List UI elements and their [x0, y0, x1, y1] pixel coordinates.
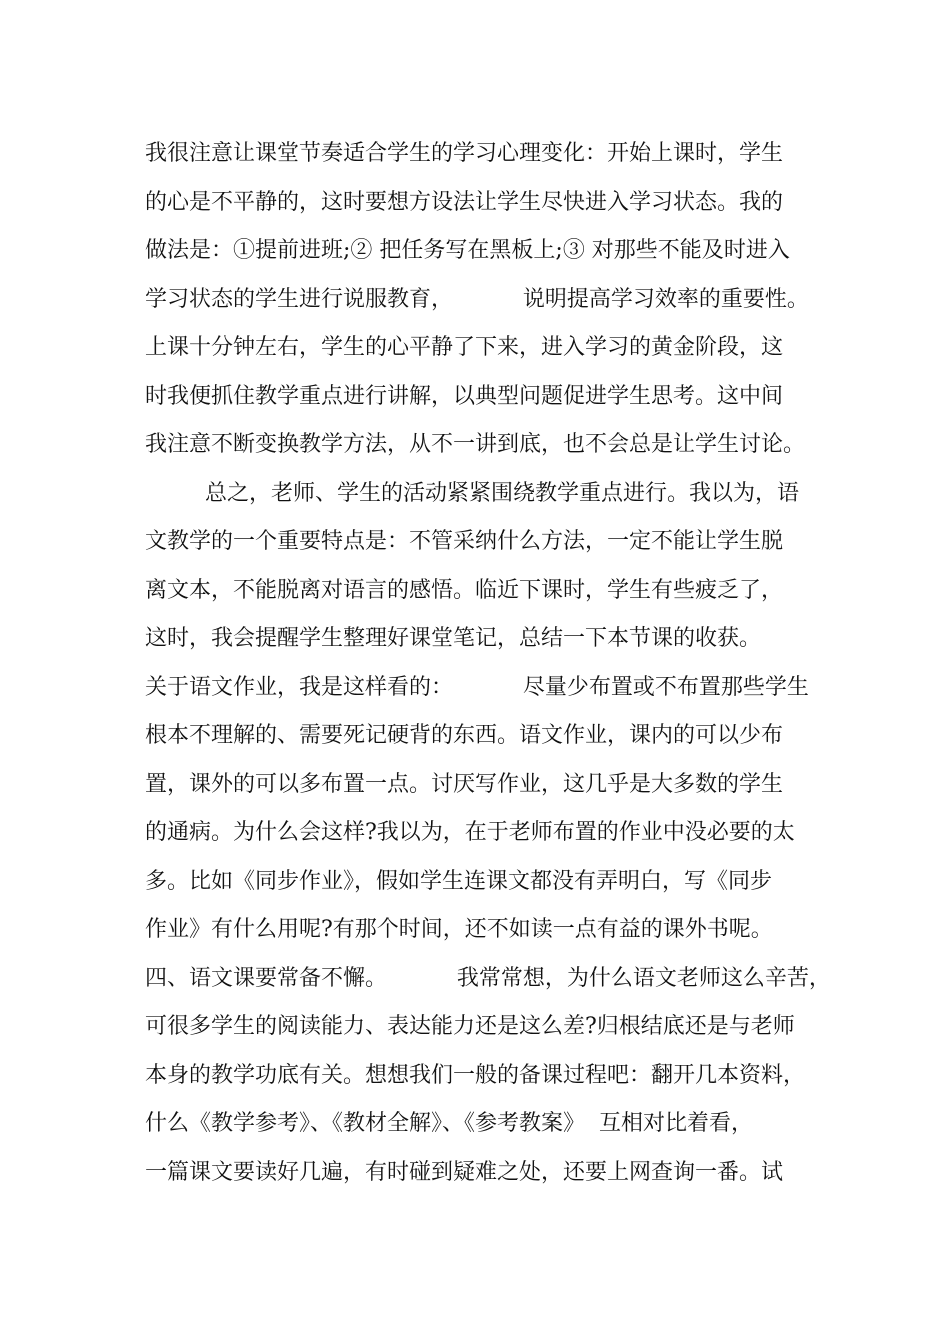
text-line-1: 我很注意让课堂节奏适合学生的学习心理变化：开始上课时，学生 [145, 141, 784, 166]
text-line-22: 一篇课文要读好几遍，有时碰到疑难之处，还要上网查询一番。试 [145, 1159, 784, 1185]
text-line-12: 关于语文作业，我是这样看的： 尽量少布置或不布置那些学生 [145, 674, 809, 700]
text-line-9: 文教学的一个重要特点是：不管采纳什么方法，一定不能让学生脱 [145, 529, 784, 554]
text-line-15: 的通病。为什么会这样?我以为，在于老师布置的作业中没必要的太 [145, 820, 795, 845]
text-line-5: 上课十分钟左右，学生的心平静了下来，进入学习的黄金阶段，这 [145, 335, 784, 360]
text-line-4: 学习状态的学生进行说服教育， 说明提高学习效率的重要性。 [145, 286, 809, 312]
text-line-18: 四、语文课要常备不懈。 我常常想，为什么语文老师这么辛苦， [145, 965, 831, 991]
text-line-3: 做法是：①提前进班;② 把任务写在黑板上;③ 对那些不能及时进入 [145, 238, 790, 263]
text-line-11: 这时，我会提醒学生整理好课堂笔记，总结一下本节课的收获。 [145, 626, 762, 651]
text-line-7: 我注意不断变换教学方法，从不一讲到底，也不会总是让学生讨论。 [145, 432, 806, 457]
text-line-13: 根本不理解的、需要死记硬背的东西。语文作业，课内的可以少布 [145, 723, 784, 748]
text-line-10: 离文本，不能脱离对语言的感悟。临近下课时，学生有些疲乏了， [145, 577, 784, 603]
text-line-14: 置，课外的可以多布置一点。讨厌写作业，这几乎是大多数的学生 [145, 771, 784, 797]
text-line-6: 时我便抓住教学重点进行讲解，以典型问题促进学生思考。这中间 [145, 383, 784, 409]
text-line-16: 多。比如《同步作业》，假如学生连课文都没有弄明白，写《同步 [145, 868, 773, 894]
text-line-2: 的心是不平静的，这时要想方设法让学生尽快进入学习状态。我的 [145, 189, 784, 215]
text-line-21: 什么《教学参考》、《教材全解》、《参考教案》 互相对比着看， [145, 1111, 753, 1136]
text-line-20: 本身的教学功底有关。想想我们一般的备课过程吧：翻开几本资料， [145, 1062, 806, 1088]
body-text [145, 130, 835, 1197]
text-line-17: 作业》有什么用呢?有那个时间，还不如读一点有益的课外书呢。 [145, 917, 773, 942]
text-line-19: 可很多学生的阅读能力、表达能力还是这么差?归根结底还是与老师 [145, 1014, 795, 1039]
text-line-8: 总之，老师、学生的活动紧紧围绕教学重点进行。我以为，语 [205, 480, 800, 506]
